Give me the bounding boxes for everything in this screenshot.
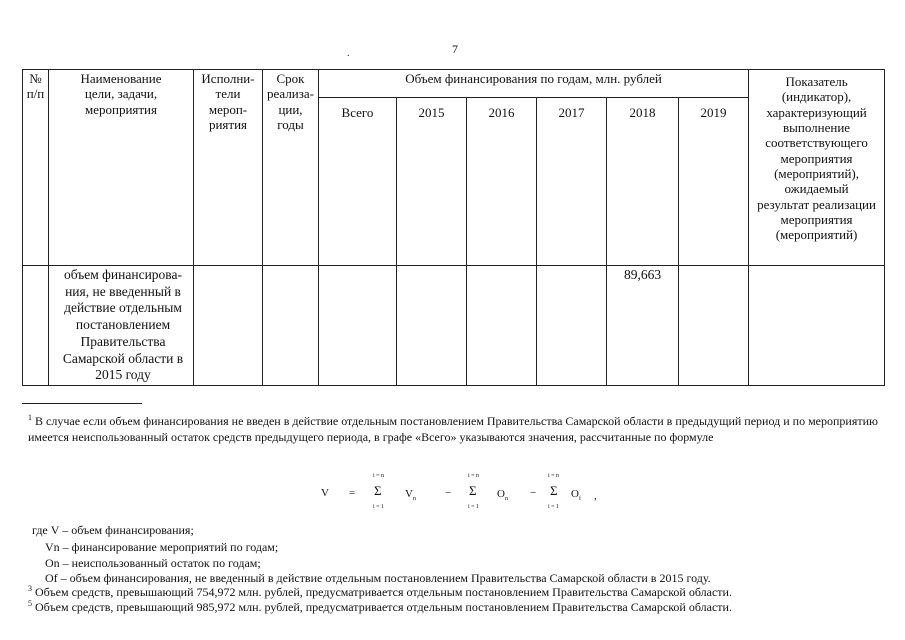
sum1-upper: i = n xyxy=(373,473,385,479)
term-of: $O_f$ xyxy=(571,488,581,503)
footnote-5-mark: 5 xyxy=(28,599,32,608)
footnote-3-mark: 3 xyxy=(28,584,32,593)
formula-minus-2: − xyxy=(530,487,537,499)
header-number: № п/п xyxy=(23,70,49,266)
footnote-3-text: Объем средств, превышающий 754,972 млн. рублей, предусматривается отдельным постановлением Правительства Самарской области. xyxy=(35,585,732,599)
header-indicator: Показатель (индикатор), характеризующий выполнение соответствующего мероприятия (мероприятий), ожидаемый результат реализации мероприятия (мероприятий) xyxy=(749,70,885,266)
sum2-upper: i = n xyxy=(468,473,480,479)
footnote-5 xyxy=(28,600,732,616)
where-line-1: где V – объем финансирования; xyxy=(32,523,194,537)
sum3-lower: i = 1 xyxy=(548,504,560,510)
footnote-5-text: Объем средств, превышающий 985,972 млн. рублей, предусматривается отдельным постановлением Правительства Самарской области. xyxy=(35,600,732,614)
where-line-3: On – неиспользованный остаток по годам; xyxy=(45,556,261,570)
header-name: Наименование цели, задачи, мероприятия xyxy=(49,70,194,266)
row-name: объем финансирова- ния, не введенный в действие отдельным постановлением Правительства Самарской области в 2015 году xyxy=(49,266,194,386)
stray-mark: . xyxy=(347,48,350,59)
header-year-2016: 2016 xyxy=(467,98,537,266)
header-year-2015: 2015 xyxy=(397,98,467,266)
where-line-4: Of – объем финансирования, не введенный в действие отдельным постановлением Правительства Самарской области в 2015 году. xyxy=(45,571,711,585)
header-year-2019: 2019 xyxy=(679,98,749,266)
footnote-1-mark: 1 xyxy=(28,413,32,422)
formula-minus-1: − xyxy=(445,487,452,499)
financing-table xyxy=(22,69,885,386)
formula-equals: = xyxy=(349,487,356,499)
formula-comma: , xyxy=(594,490,597,502)
term-vn: $V_n$ xyxy=(405,488,416,503)
header-executors: Исполни- тели мероп- риятия xyxy=(194,70,263,266)
footnote-divider xyxy=(22,403,142,404)
header-financing: Объем финансирования по годам, млн. рублей xyxy=(319,70,749,98)
sum2-lower: i = 1 xyxy=(468,504,480,510)
header-total: Всего xyxy=(319,98,397,266)
header-term: Срок реализа- ции, годы xyxy=(263,70,319,266)
where-line-2: Vn – финансирование мероприятий по годам; xyxy=(45,540,279,554)
table-row xyxy=(23,266,885,386)
formula-lhs: V xyxy=(321,487,329,499)
footnote-3 xyxy=(28,585,732,601)
header-year-2018: 2018 xyxy=(607,98,679,266)
header-year-2017: 2017 xyxy=(537,98,607,266)
footnote-1 xyxy=(28,414,878,446)
sum1-sigma: Σ xyxy=(374,483,382,498)
term-on: $O_n$ xyxy=(497,488,508,503)
sum1-lower: i = 1 xyxy=(373,504,385,510)
sum3-upper: i = n xyxy=(548,473,560,479)
row-value-2018: 89,663 xyxy=(607,266,679,386)
page-number: 7 xyxy=(452,42,458,56)
sum2-sigma: Σ xyxy=(469,483,477,498)
footnote-1-text: В случае если объем финансирования не введен в действие отдельным постановлением Правительства Самарской области в предыдущий период и по мероприятию имеется неиспользованный остаток средств предыдущего периода, в графе «Всего» указываются значения, рассчитанные по формуле xyxy=(28,414,879,444)
sum3-sigma: Σ xyxy=(550,483,558,498)
